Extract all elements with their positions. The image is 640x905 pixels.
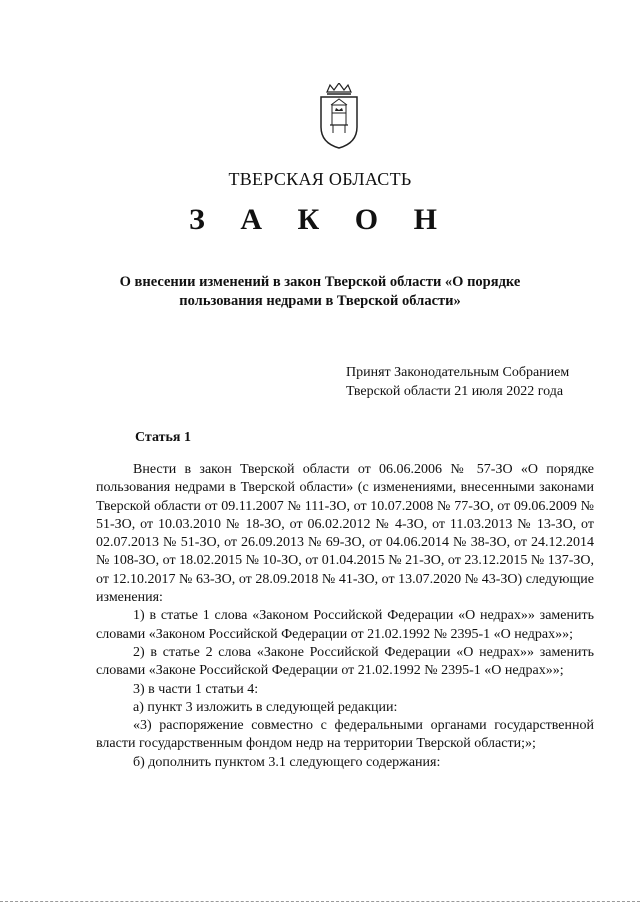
paragraph: 3) в части 1 статьи 4: xyxy=(133,681,259,697)
paragraph: б) дополнить пунктом 3.1 следующего содержания: xyxy=(133,754,441,770)
page-bottom-divider xyxy=(0,901,640,902)
paragraph: 2) в статье 2 слова «Законе Российской Федерации «О недрах»» заменить словами «Законе Российской Федерации от 21.02.1992 № 2395-1 «О недрах»»; xyxy=(96,644,594,679)
article-body xyxy=(96,461,594,772)
adoption-note-line: Тверской области 21 июля 2022 года xyxy=(346,384,564,399)
paragraph: Внести в закон Тверской области от 06.06.2006 № 57-ЗО «О порядке пользования недрами в Тверской области» (с изменениями, внесенными законами Тверской области от 09.11.2007 № 111-ЗО, от 10.07.2008 № 77-ЗО, от 09.06.2009 № 51-ЗО, от 10.03.2010 № 18-ЗО, от 06.02.2012 № 4-ЗО, от 11.03.2013 № 13-ЗО, от 02.07.2013 № 51-ЗО, от 26.09.2013 № 69-ЗО, от 04.06.2014 № 38-ЗО, от 24.12.2014 № 108-ЗО, от 18.02.2015 № 10-ЗО, от 01.04.2015 № 21-ЗО, от 23.12.2015 № 137-ЗО, от 12.10.2017 № 63-ЗО, от 28.09.2018 № 41-ЗО, от 13.07.2020 № 43-ЗО) следующие изменения: xyxy=(96,462,594,606)
law-subject-line: пользования недрами в Тверской области» xyxy=(179,293,461,309)
adoption-note xyxy=(346,363,626,401)
paragraph: «3) распоряжение совместно с федеральными органами государственной власти государственным фондом недр на территории Тверской области;»; xyxy=(96,718,594,752)
adoption-note-line: Принят Законодательным Собранием xyxy=(346,365,570,380)
law-subject-line: О внесении изменений в закон Тверской области «О порядке xyxy=(119,274,521,290)
paragraph: 1) в статье 1 слова «Законом Российской Федерации «О недрах»» заменить словами «Законом Российской Федерации от 21.02.1992 № 2395-1 «О недрах»»; xyxy=(96,608,594,642)
paragraph: а) пункт 3 изложить в следующей редакции: xyxy=(133,699,398,715)
tver-coat-of-arms-icon xyxy=(318,83,360,149)
article-heading: Статья 1 xyxy=(135,430,191,445)
law-subject xyxy=(110,273,530,311)
document-title: З А К О Н xyxy=(189,203,451,236)
region-name: ТВЕРСКАЯ ОБЛАСТЬ xyxy=(228,169,412,189)
